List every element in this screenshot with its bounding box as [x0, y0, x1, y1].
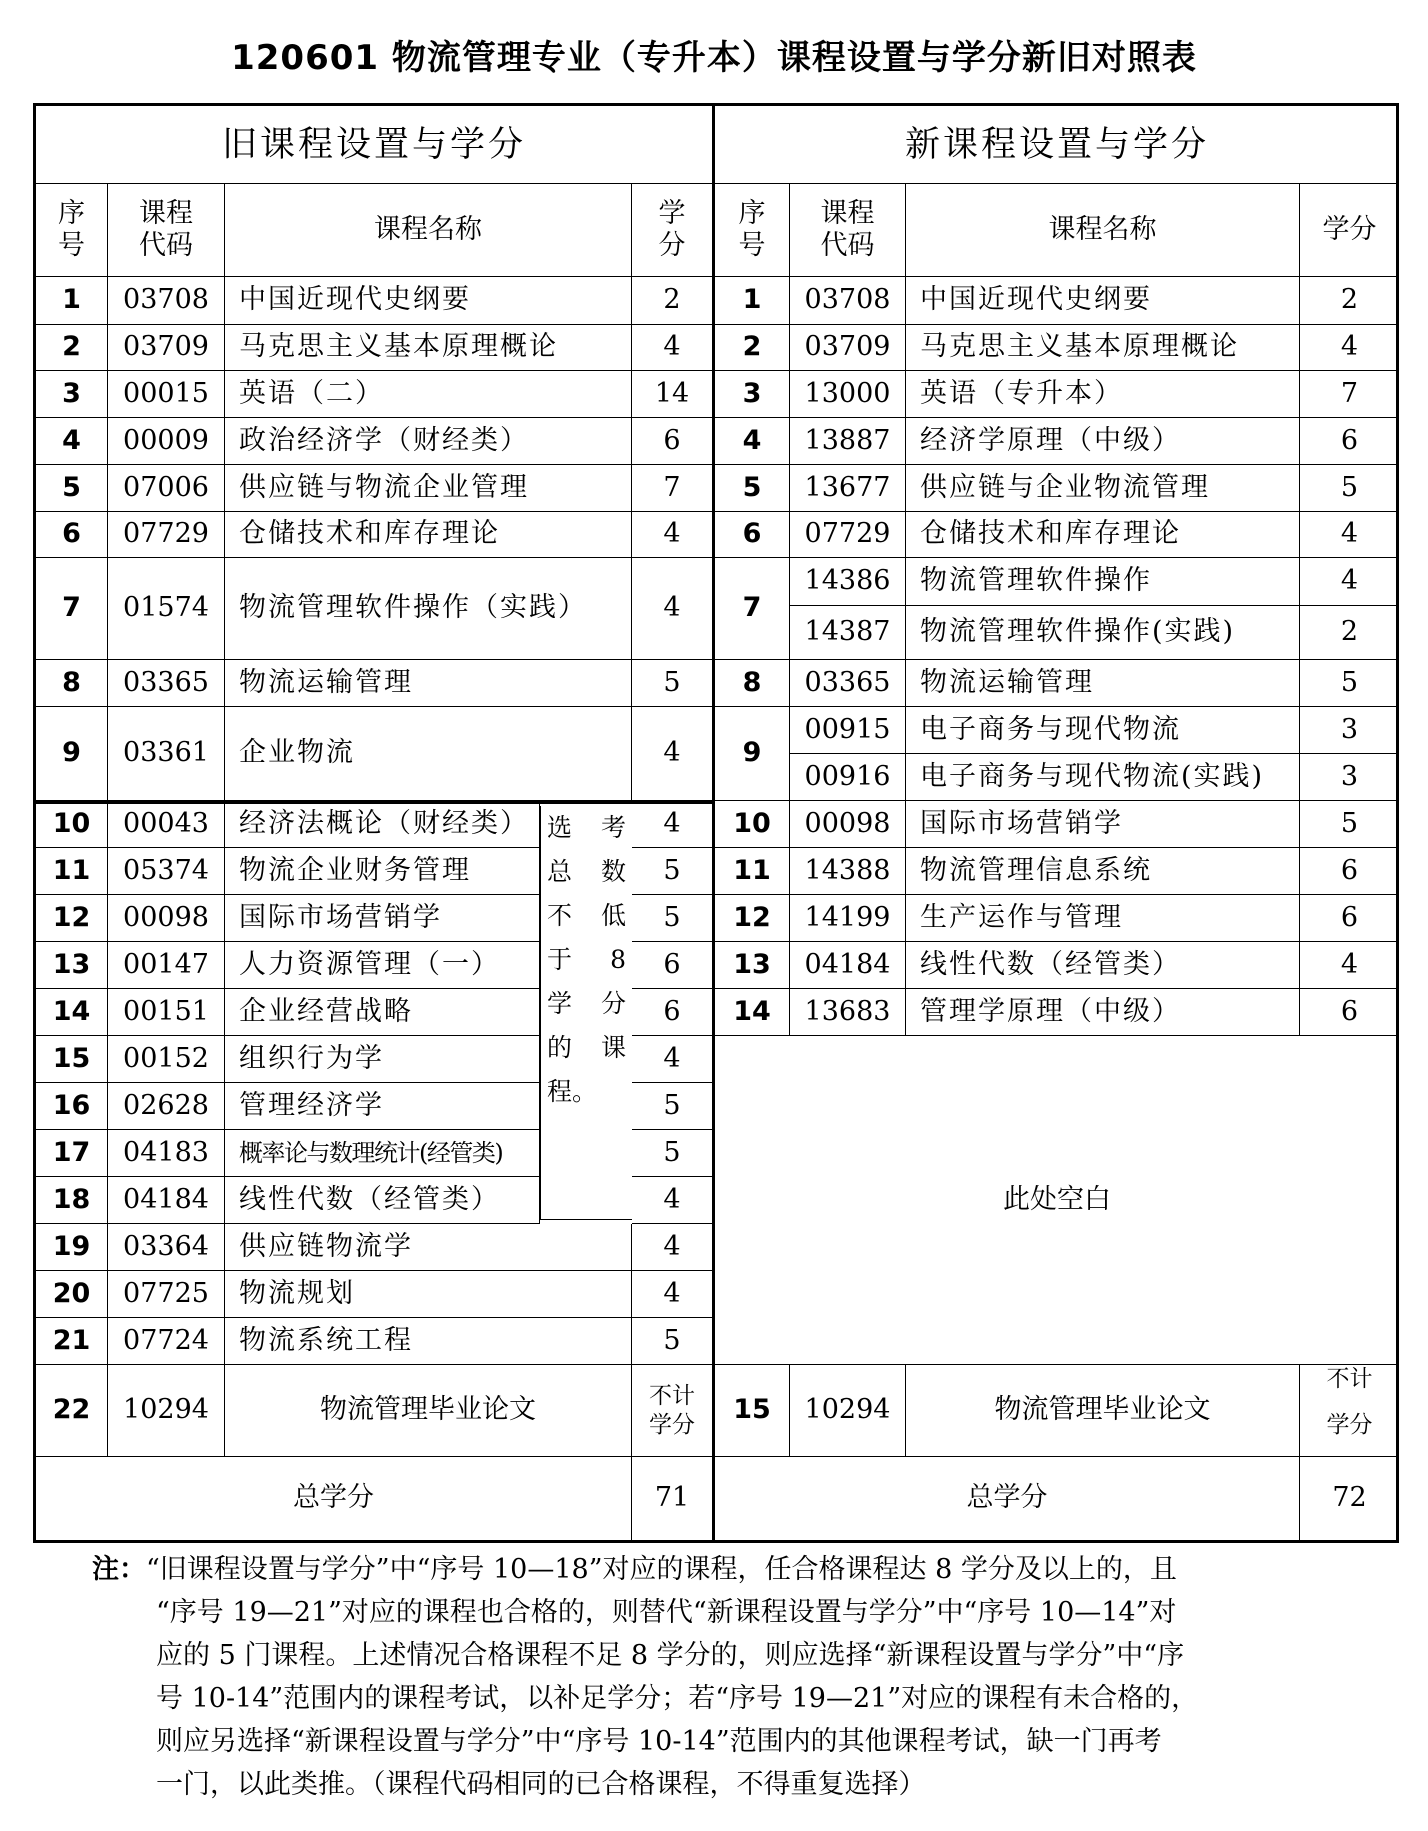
old-name: 物流系统工程: [225, 1318, 632, 1365]
footnote-prefix: 注：: [92, 1554, 146, 1585]
new-credit: 4: [1300, 512, 1399, 558]
new-name: 物流运输管理: [906, 660, 1300, 707]
old-seq: 14: [36, 989, 108, 1036]
old-code: 02628: [108, 1083, 225, 1130]
new-name: 经济学原理（中级）: [906, 418, 1300, 465]
cell-text: 序: [738, 197, 766, 229]
new-seq: 14: [715, 989, 790, 1036]
footnote-line: 则应另选择“新课程设置与学分”中“序号 10-14”范围内的其他课程考试，缺一门再考: [156, 1726, 1162, 1757]
new-total-value: 72: [1332, 1482, 1367, 1514]
cell-text: 不计: [649, 1382, 695, 1409]
old-code: 05374: [108, 848, 225, 895]
old-code: 07006: [108, 465, 225, 512]
new-code: 03365: [790, 660, 906, 707]
old-seq: 20: [36, 1271, 108, 1318]
footnote-line: “序号 19—21”对应的课程也合格的，则替代“新课程设置与学分”中“序号 10—14”对: [156, 1597, 1177, 1628]
old-name: 仓储技术和库存理论: [225, 512, 632, 558]
new-credit: 2: [1300, 277, 1399, 325]
cell-text: 课程: [139, 197, 193, 229]
old-seq: 4: [36, 418, 108, 465]
old-name: 企业经营战略: [225, 989, 540, 1036]
header-credit: [632, 184, 712, 277]
old-name: 物流运输管理: [225, 660, 632, 707]
old-code: 00098: [108, 895, 225, 942]
old-code: 07724: [108, 1318, 225, 1365]
new-credit: 3: [1300, 754, 1399, 801]
new-credit: 6: [1300, 989, 1399, 1036]
old-code: 03364: [108, 1224, 225, 1271]
old-code: 00152: [108, 1036, 225, 1083]
new-code: 10294: [790, 1365, 906, 1457]
old-name: 物流企业财务管理: [225, 848, 540, 895]
old-credit: 2: [632, 277, 712, 325]
header-name: 课程名称: [225, 184, 632, 277]
new-credit: 4: [1300, 942, 1399, 989]
header-code: [108, 184, 225, 277]
old-seq: 16: [36, 1083, 108, 1130]
old-code: 10294: [108, 1365, 225, 1457]
old-section-title: 旧课程设置与学分: [36, 106, 712, 184]
old-name: 供应链与物流企业管理: [225, 465, 632, 512]
old-code: 00043: [108, 801, 225, 848]
new-name: 国际市场营销学: [906, 801, 1300, 848]
new-credit: 6: [1300, 418, 1399, 465]
old-credit: 5: [632, 848, 712, 895]
old-seq: 8: [36, 660, 108, 707]
old-seq: 9: [36, 707, 108, 801]
cell-text: 学分: [1326, 1411, 1373, 1438]
old-name: 企业物流: [225, 707, 632, 801]
old-code: 03365: [108, 660, 225, 707]
new-code: 04184: [790, 942, 906, 989]
new-credit: 5: [1300, 660, 1399, 707]
old-credit: 4: [632, 558, 712, 660]
new-code: 13683: [790, 989, 906, 1036]
new-seq: 5: [715, 465, 790, 512]
blank-area: 此处空白: [715, 1036, 1399, 1365]
new-name: 线性代数（经管类）: [906, 942, 1300, 989]
new-seq: 4: [715, 418, 790, 465]
new-seq: 15: [715, 1365, 790, 1457]
cell-text: 课程: [820, 197, 875, 229]
old-name: 马克思主义基本原理概论: [225, 325, 632, 371]
new-credit: 5: [1300, 801, 1399, 848]
new-credit: 3: [1300, 707, 1399, 754]
new-seq: 2: [715, 325, 790, 371]
old-code: 07725: [108, 1271, 225, 1318]
footnote-line: 号 10-14”范围内的课程考试，以补足学分；若“序号 19—21”对应的课程有未合格的，: [156, 1683, 1199, 1714]
cell-text: 学分: [649, 1411, 695, 1438]
new-name: 生产运作与管理: [906, 895, 1300, 942]
new-seq: 12: [715, 895, 790, 942]
old-code: 00009: [108, 418, 225, 465]
elective-note: [540, 806, 632, 1220]
old-total-label: 总学分: [36, 1457, 632, 1540]
cell-text: 号: [58, 230, 85, 261]
new-code: 13677: [790, 465, 906, 512]
old-code: 03361: [108, 707, 225, 801]
new-credit: 4: [1300, 325, 1399, 371]
old-credit: 4: [632, 1271, 712, 1318]
old-code: 01574: [108, 558, 225, 660]
old-seq: 18: [36, 1177, 108, 1224]
old-credit: 4: [632, 1036, 712, 1083]
old-code: 04183: [108, 1130, 225, 1177]
footnote: [92, 1548, 1387, 1806]
cell-text: 不计: [1326, 1366, 1373, 1392]
center-divider: [712, 103, 715, 1543]
new-name: 中国近现代史纲要: [906, 277, 1300, 325]
new-seq: 10: [715, 801, 790, 848]
cell-text: 代码: [139, 230, 193, 261]
new-name: 物流管理信息系统: [906, 848, 1300, 895]
new-total-label: 总学分: [715, 1457, 1300, 1540]
footnote-line: 注：“旧课程设置与学分”中“序号 10—18”对应的课程，任合格课程达 8 学分及以上的，且: [92, 1554, 1177, 1585]
old-credit: 6: [632, 942, 712, 989]
old-seq: 7: [36, 558, 108, 660]
new-code: 03708: [790, 277, 906, 325]
new-code: 00916: [790, 754, 906, 801]
old-credit: 5: [632, 660, 712, 707]
old-credit: 6: [632, 418, 712, 465]
new-name: 供应链与企业物流管理: [906, 465, 1300, 512]
old-name: 中国近现代史纲要: [225, 277, 632, 325]
new-name: 电子商务与现代物流(实践): [906, 754, 1300, 801]
new-name: 电子商务与现代物流: [906, 707, 1300, 754]
old-name: 政治经济学（财经类）: [225, 418, 632, 465]
old-credit: 4: [632, 801, 712, 848]
old-name: 经济法概论（财经类）: [225, 801, 540, 848]
elective-note-line: 选 考: [547, 813, 626, 842]
new-code: 14386: [790, 558, 906, 606]
old-credit: 14: [632, 371, 712, 418]
old-code: 03708: [108, 277, 225, 325]
cell-text: 号: [738, 230, 766, 261]
new-code: 14387: [790, 606, 906, 660]
old-name: 国际市场营销学: [225, 895, 540, 942]
old-name: 物流管理毕业论文: [225, 1365, 632, 1457]
old-credit: [632, 1365, 712, 1457]
old-name: 概率论与数理统计(经管类): [225, 1130, 540, 1177]
new-code: 13000: [790, 371, 906, 418]
footnote-line: 一门，以此类推。（课程代码相同的已合格课程，不得重复选择）: [156, 1769, 926, 1800]
header-name: 课程名称: [906, 184, 1300, 277]
new-credit: [1300, 1365, 1399, 1457]
old-credit: 6: [632, 989, 712, 1036]
old-name: 人力资源管理（一）: [225, 942, 540, 989]
elective-note-line: 的 课: [547, 1033, 626, 1062]
old-name: 供应链物流学: [225, 1224, 632, 1271]
header-seq: [715, 184, 790, 277]
new-code: 14199: [790, 895, 906, 942]
old-code: 00015: [108, 371, 225, 418]
old-seq: 21: [36, 1318, 108, 1365]
old-seq: 22: [36, 1365, 108, 1457]
new-name: 物流管理软件操作: [906, 558, 1300, 606]
new-name: 物流管理毕业论文: [906, 1365, 1300, 1457]
old-name: 组织行为学: [225, 1036, 540, 1083]
old-seq: 3: [36, 371, 108, 418]
new-credit: 4: [1300, 558, 1399, 606]
old-credit: 5: [632, 895, 712, 942]
old-credit: 5: [632, 1318, 712, 1365]
old-seq: 19: [36, 1224, 108, 1271]
old-credit: 5: [632, 1130, 712, 1177]
old-name: 管理经济学: [225, 1083, 540, 1130]
new-credit: 5: [1300, 465, 1399, 512]
cell-text: 分: [658, 230, 686, 261]
header-credit: 学分: [1300, 184, 1399, 277]
new-seq: 1: [715, 277, 790, 325]
old-name: 英语（二）: [225, 371, 632, 418]
footnote-line: 应的 5 门课程。上述情况合格课程不足 8 学分的，则应选择“新课程设置与学分”中“序: [156, 1640, 1185, 1671]
new-name: 仓储技术和库存理论: [906, 512, 1300, 558]
new-credit: 2: [1300, 606, 1399, 660]
elective-note-line: 于 8: [547, 945, 626, 974]
cell-text: 序: [58, 197, 85, 229]
elective-note-line: 程。: [547, 1077, 598, 1106]
old-code: 00147: [108, 942, 225, 989]
new-credit: 6: [1300, 848, 1399, 895]
old-seq: 5: [36, 465, 108, 512]
new-seq: 11: [715, 848, 790, 895]
new-seq: 8: [715, 660, 790, 707]
new-seq: 6: [715, 512, 790, 558]
new-seq: 13: [715, 942, 790, 989]
page-title: 120601 物流管理专业（专升本）课程设置与学分新旧对照表: [231, 38, 1197, 78]
old-seq: 6: [36, 512, 108, 558]
new-code: 13887: [790, 418, 906, 465]
header-code: [790, 184, 906, 277]
old-code: 00151: [108, 989, 225, 1036]
old-seq: 15: [36, 1036, 108, 1083]
old-seq: 2: [36, 325, 108, 371]
group-divider: [33, 801, 713, 804]
new-name: 物流管理软件操作(实践): [906, 606, 1300, 660]
elective-note-line: 学 分: [547, 989, 626, 1018]
old-credit: 4: [632, 707, 712, 801]
old-code: 07729: [108, 512, 225, 558]
old-credit: 5: [632, 1083, 712, 1130]
old-credit: 4: [632, 1224, 712, 1271]
old-seq: 1: [36, 277, 108, 325]
old-code: 04184: [108, 1177, 225, 1224]
old-credit: 4: [632, 512, 712, 558]
cell-text: 代码: [820, 230, 875, 261]
new-seq: 9: [715, 707, 790, 801]
old-name: 线性代数（经管类）: [225, 1177, 540, 1224]
new-seq: 3: [715, 371, 790, 418]
new-name: 马克思主义基本原理概论: [906, 325, 1300, 371]
new-seq: 7: [715, 558, 790, 660]
new-code: 03709: [790, 325, 906, 371]
old-seq: 17: [36, 1130, 108, 1177]
cell-text: 学: [658, 197, 686, 229]
old-seq: 10: [36, 801, 108, 848]
old-total-value: 71: [654, 1482, 690, 1514]
new-code: 14388: [790, 848, 906, 895]
old-seq: 12: [36, 895, 108, 942]
old-credit: 4: [632, 325, 712, 371]
old-code: 03709: [108, 325, 225, 371]
old-name: 物流规划: [225, 1271, 632, 1318]
elective-note-line: 不 低: [547, 901, 626, 930]
new-name: 管理学原理（中级）: [906, 989, 1300, 1036]
new-code: 00098: [790, 801, 906, 848]
old-seq: 11: [36, 848, 108, 895]
old-name: 物流管理软件操作（实践）: [225, 558, 632, 660]
new-code: 00915: [790, 707, 906, 754]
new-name: 英语（专升本）: [906, 371, 1300, 418]
header-seq: [36, 184, 108, 277]
old-seq: 13: [36, 942, 108, 989]
old-credit: 4: [632, 1177, 712, 1224]
elective-note-line: 总 数: [547, 857, 626, 886]
old-credit: 7: [632, 465, 712, 512]
new-credit: 7: [1300, 371, 1399, 418]
new-credit: 6: [1300, 895, 1399, 942]
new-section-title: 新课程设置与学分: [715, 106, 1399, 184]
new-code: 07729: [790, 512, 906, 558]
